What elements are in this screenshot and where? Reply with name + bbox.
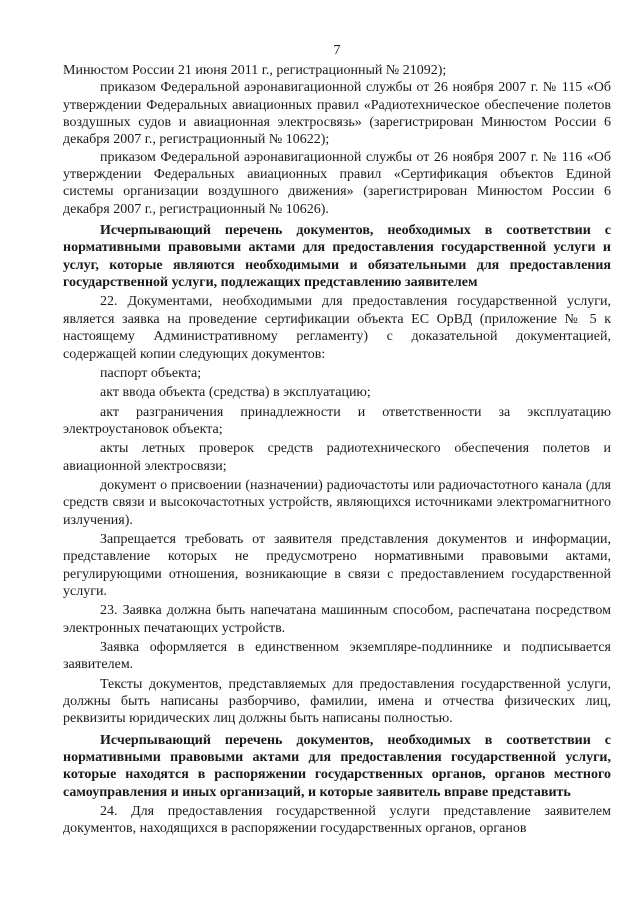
paragraph-registration-21092: Минюстом России 21 июня 2011 г., регистрационный № 21092); xyxy=(63,63,447,78)
document-body xyxy=(63,62,611,838)
paragraph-prohibition: Запрещается требовать от заявителя представления документов и информации, представление которых не предусмотрено нормативными правовыми актами, регулирующими отношения, возникающие в связи с предоставлением государственной услуги. xyxy=(63,531,611,599)
paragraph-order-115: приказом Федеральной аэронавигационной службы от 26 ноября 2007 г. № 115 «Об утверждении Федеральных авиационных правил «Радиотехническое обеспечение полетов воздушных судов и авиационная электросвязь» (зарегистрирован Минюстом России 6 декабря 2007 г., регистрационный № 10622); xyxy=(63,80,611,148)
list-item-delimitation-act: акт разграничения принадлежности и ответственности за эксплуатацию электроустановок объекта; xyxy=(63,404,611,437)
heading-documents-in-possession: Исчерпывающий перечень документов, необходимых в соответствии с нормативными правовыми актами для предоставления государственной услуги, которые находятся в распоряжении государственных органов, органов местного самоуправления и иных организаций, и которые заявитель вправе представить xyxy=(63,732,611,800)
paragraph-legibility: Тексты документов, представляемых для предоставления государственной услуги, должны быть написаны разборчиво, фамилии, имена и отчества физических лиц, реквизиты юридических лиц должны быть написаны полностью. xyxy=(63,676,611,727)
page-number: 7 xyxy=(333,43,341,58)
paragraph-order-116: приказом Федеральной аэронавигационной службы от 26 ноября 2007 г. № 116 «Об утверждении Федеральных авиационных правил «Сертификация объектов Единой системы организации воздушного движения» (зарегистрирован Минюстом России 6 декабря 2007 г., регистрационный № 10626). xyxy=(63,149,611,217)
paragraph-single-copy: Заявка оформляется в единственном экземпляре-подлиннике и подписывается заявителем. xyxy=(63,640,611,673)
paragraph-item-22: 22. Документами, необходимыми для предоставления государственной услуги, является заявка на проведение сертификации объекта ЕС ОрВД (приложение № 5 к настоящему Административному регламенту) с доказательной документацией, содержащей копии следующих документов: xyxy=(63,294,611,362)
heading-required-documents: Исчерпывающий перечень документов, необходимых в соответствии с нормативными правовыми актами для предоставления государственной услуги и услуг, которые являются необходимыми и обязательными для предоставления государственной услуги, подлежащих представлению заявителем xyxy=(63,223,611,291)
list-item-frequency-assignment: документ о присвоении (назначении) радиочастоты или радиочастотного канала (для средств связи и высокочастотных устройств, являющихся источниками электромагнитного излучения). xyxy=(63,477,611,528)
paragraph-item-24: 24. Для предоставления государственной услуги представление заявителем документов, находящихся в распоряжении государственных органов, органов xyxy=(63,804,611,837)
paragraph-item-23: 23. Заявка должна быть напечатана машинным способом, распечатана посредством электронных печатающих устройств. xyxy=(63,603,611,636)
list-item-flight-check-acts: акты летных проверок средств радиотехнического обеспечения полетов и авиационной электросвязи; xyxy=(63,441,611,474)
list-item-object-passport: паспорт объекта; xyxy=(100,365,202,381)
list-item-commissioning-act: акт ввода объекта (средства) в эксплуатацию; xyxy=(100,385,371,401)
